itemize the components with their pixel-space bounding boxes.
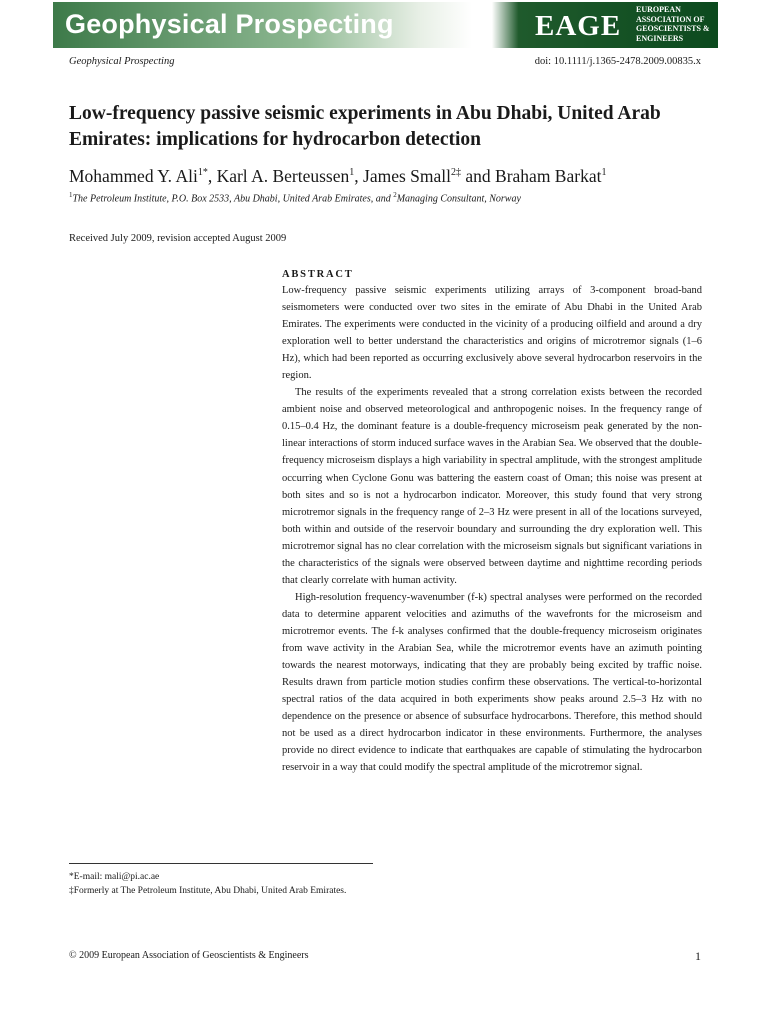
- page-number: 1: [695, 949, 701, 963]
- author-name: Mohammed Y. Ali: [69, 166, 198, 186]
- eage-line: GEOSCIENTISTS &: [636, 24, 710, 34]
- paper-title: Low-frequency passive seismic experiments in Abu Dhabi, United Arab Emirates: implications for hydrocarbon detection: [69, 103, 661, 150]
- author-marks: 1: [601, 167, 607, 179]
- running-head: Geophysical Prospecting: [69, 56, 175, 67]
- author-name: Braham Barkat: [495, 166, 602, 186]
- affiliations: [69, 191, 521, 204]
- abstract-paragraph: The results of the experiments revealed that a strong correlation exists between the recorded ambient noise and observed meteorological and anthropogenic noises. In the frequency range of 0.15–0.4 Hz, the dominant feature is a double-frequency microseism peak generated by the non-linear interactions of storm induced surface waves in the Arabian Sea. We observed that the double-frequency microseism displays a high variability in spectral amplitude, with the strongest amplitude occurring when Cyclone Gonu was battering the eastern coast of Oman; this noise was present at both sites and so is not a hydrocarbon indicator. Moreover, this study found that very strong microtremor signals in the frequency range of 2–3 Hz were present in all of the locations surveyed, both within and outside of the reservoir boundary and surrounding the dry exploration well. This microtremor signal has no clear correlation with the microseism signals but significant variations in the characteristics of the signals were observed between daytime and nighttime recording periods that clearly correlate with human activity.: [282, 387, 702, 586]
- author-name: James Small: [363, 166, 451, 186]
- abstract-paragraph: Low-frequency passive seismic experiments utilizing arrays of 3-component broad-band seismometers were conducted over two sites in the emirate of Abu Dhabi in the United Arab Emirates. The experiments were conducted in the vicinity of a producing oilfield and around a dry exploration well to better understand the characteristics and origins of microtremor signals (1–6 Hz), which had been reported as occurring exclusively above several hydrocarbon reservoirs in the region.: [282, 285, 702, 382]
- eage-full-name: [636, 5, 716, 43]
- author-marks: 1: [349, 167, 355, 179]
- author-list: [69, 166, 606, 187]
- copyright-notice: © 2009 European Association of Geoscientists & Engineers: [69, 950, 309, 961]
- journal-title: Geophysical Prospecting: [65, 9, 394, 39]
- eage-logo: EAGE: [535, 10, 622, 42]
- author-separator: ,: [354, 166, 364, 186]
- abstract-heading: ABSTRACT: [282, 269, 354, 280]
- footnotes: [69, 870, 373, 898]
- affiliation-text: The Petroleum Institute, P.O. Box 2533, Abu Dhabi, United Arab Emirates, and: [72, 193, 394, 205]
- author-separator: ,: [207, 166, 217, 186]
- footnote-affiliation: ‡Formerly at The Petroleum Institute, Abu Dhabi, United Arab Emirates.: [69, 886, 347, 896]
- abstract-paragraph: High-resolution frequency-wavenumber (f-k) spectral analyses were performed on the recorded data to determine apparent velocities and azimuths of the wavefronts for the microseism and microtremor events. The f-k analyses confirmed that the double-frequency microseism originates from wave activity in the Arabian Sea, while the microtremor events have an azimuth pointing towards the nearest motorways, indicating that they are probably being excited by traffic noise. Results drawn from particle motion studies confirm these observations. The vertical-to-horizontal spectral ratios of the data acquired in both experiments show peaks around 2.5–3 Hz with no dependence on the presence or absence of subsurface hydrocarbons. Therefore, this method should not be used as a direct hydrocarbon indicator in these environments. Furthermore, the analyses provide no direct evidence to indicate that earthquakes are capable of stimulating the hydrocarbon reservoir in a way that could modify the spectral amplitude of the microtremor signal.: [282, 591, 702, 774]
- received-dates: Received July 2009, revision accepted August 2009: [69, 233, 287, 244]
- eage-line: ASSOCIATION OF: [636, 14, 705, 24]
- footnote-divider: [69, 863, 373, 864]
- eage-line: EUROPEAN: [636, 5, 681, 14]
- author-marks: 2‡: [451, 167, 461, 179]
- affiliation-mark: 2: [393, 191, 397, 199]
- affiliation-mark: 1: [69, 191, 73, 199]
- journal-banner: [53, 2, 718, 48]
- author-marks: 1*: [197, 167, 208, 179]
- eage-line: ENGINEERS: [636, 33, 684, 43]
- doi[interactable]: doi: 10.1111/j.1365-2478.2009.00835.x: [534, 56, 701, 67]
- affiliation-text: Managing Consultant, Norway: [396, 193, 521, 205]
- author-separator: and: [461, 166, 496, 186]
- author-name: Karl A. Berteussen: [216, 166, 350, 186]
- footnote-email: *E-mail: mali@pi.ac.ae: [69, 872, 160, 882]
- abstract: [282, 269, 702, 776]
